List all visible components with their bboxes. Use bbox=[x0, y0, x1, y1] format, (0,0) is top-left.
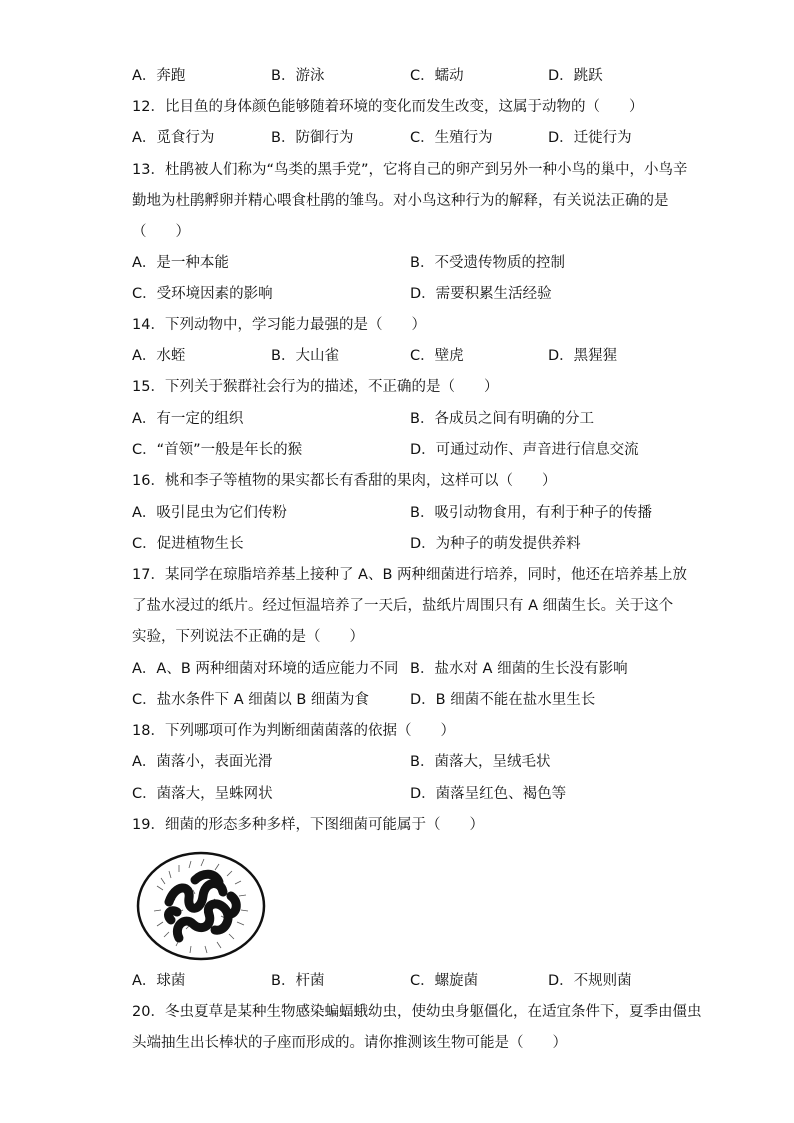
q12-option-a: A．觅食行为 bbox=[132, 130, 215, 146]
q14-option-c: C．壁虎 bbox=[410, 348, 464, 364]
q17-option-d: D．B 细菌不能在盐水里生长 bbox=[410, 692, 596, 708]
q14-option-d: D．黑猩猩 bbox=[548, 348, 618, 364]
q15-option-c: C．“首领”一般是年长的猴 bbox=[132, 442, 303, 458]
spiral-bacteria-illustration bbox=[135, 850, 267, 963]
q17-option-b: B．盐水对 A 细菌的生长没有影响 bbox=[410, 661, 628, 677]
q13-stem-line-2: 勤地为杜鹃孵卵并精心喂食杜鹃的雏鸟。对小鸟这种行为的解释，有关说法正确的是 bbox=[132, 193, 669, 209]
q11-option-d: D．跳跃 bbox=[548, 68, 603, 84]
q15-option-b: B．各成员之间有明确的分工 bbox=[410, 411, 594, 427]
bacteria-figure bbox=[135, 850, 267, 963]
q12-option-b: B．防御行为 bbox=[271, 130, 354, 146]
q13-option-c: C．受环境因素的影响 bbox=[132, 286, 273, 302]
q12-option-c: C．生殖行为 bbox=[410, 130, 493, 146]
q16-option-b: B．吸引动物食用，有利于种子的传播 bbox=[410, 505, 652, 521]
q20-stem-line-1: 20．冬虫夏草是某种生物感染蝙蝠蛾幼虫，使幼虫身躯僵化，在适宜条件下，夏季由僵虫 bbox=[132, 1004, 702, 1020]
q13-option-b: B．不受遗传物质的控制 bbox=[410, 255, 565, 271]
q19-stem: 19．细菌的形态多种多样，下图细菌可能属于（ ） bbox=[132, 817, 484, 833]
q16-option-d: D．为种子的萌发提供养料 bbox=[410, 536, 581, 552]
q18-option-c: C．菌落大，呈蛛网状 bbox=[132, 786, 273, 802]
q17-option-a: A．A、B 两种细菌对环境的适应能力不同 bbox=[132, 661, 399, 677]
q11-option-a: A．奔跑 bbox=[132, 68, 186, 84]
q13-option-a: A．是一种本能 bbox=[132, 255, 229, 271]
q19-option-b: B．杆菌 bbox=[271, 973, 325, 989]
q15-option-a: A．有一定的组织 bbox=[132, 411, 244, 427]
q12-option-d: D．迁徙行为 bbox=[548, 130, 632, 146]
q14-option-b: B．大山雀 bbox=[271, 348, 339, 364]
q13-stem-line-1: 13．杜鹃被人们称为“鸟类的黑手党”，它将自己的卵产到另外一种小鸟的巢中，小鸟辛 bbox=[132, 162, 688, 178]
q13-option-d: D．需要积累生活经验 bbox=[410, 286, 552, 302]
q20-stem-line-2: 头端抽生出长棒状的子座而形成的。请你推测该生物可能是（ ） bbox=[132, 1035, 567, 1051]
q11-option-b: B．游泳 bbox=[271, 68, 325, 84]
q14-option-a: A．水蛭 bbox=[132, 348, 186, 364]
q17-stem-line-2: 了盐水浸过的纸片。经过恒温培养了一天后，盐纸片周围只有 A 细菌生长。关于这个 bbox=[132, 598, 674, 614]
q19-option-d: D．不规则菌 bbox=[548, 973, 632, 989]
q17-option-c: C．盐水条件下 A 细菌以 B 细菌为食 bbox=[132, 692, 369, 708]
q16-stem: 16．桃和李子等植物的果实都长有香甜的果肉，这样可以（ ） bbox=[132, 473, 557, 489]
q19-option-c: C．螺旋菌 bbox=[410, 973, 479, 989]
q19-option-a: A．球菌 bbox=[132, 973, 186, 989]
q18-option-b: B．菌落大，呈绒毛状 bbox=[410, 754, 551, 770]
q12-stem: 12．比目鱼的身体颜色能够随着环境的变化而发生改变，这属于动物的（ ） bbox=[132, 99, 644, 115]
q14-stem: 14．下列动物中，学习能力最强的是（ ） bbox=[132, 317, 426, 333]
q15-stem: 15．下列关于猴群社会行为的描述，不正确的是（ ） bbox=[132, 379, 499, 395]
q16-option-c: C．促进植物生长 bbox=[132, 536, 244, 552]
q18-option-d: D．菌落呈红色、褐色等 bbox=[410, 786, 567, 802]
q13-stem-line-3: （ ） bbox=[132, 224, 190, 240]
q15-option-d: D．可通过动作、声音进行信息交流 bbox=[410, 442, 639, 458]
q18-stem: 18．下列哪项可作为判断细菌菌落的依据（ ） bbox=[132, 723, 455, 739]
q17-stem-line-3: 实验，下列说法不正确的是（ ） bbox=[132, 629, 364, 645]
q17-stem-line-1: 17．某同学在琼脂培养基上接种了 A、B 两种细菌进行培养，同时，他还在培养基上放 bbox=[132, 567, 688, 583]
q16-option-a: A．吸引昆虫为它们传粉 bbox=[132, 505, 287, 521]
q11-option-c: C．蠕动 bbox=[410, 68, 464, 84]
q18-option-a: A．菌落小，表面光滑 bbox=[132, 754, 273, 770]
